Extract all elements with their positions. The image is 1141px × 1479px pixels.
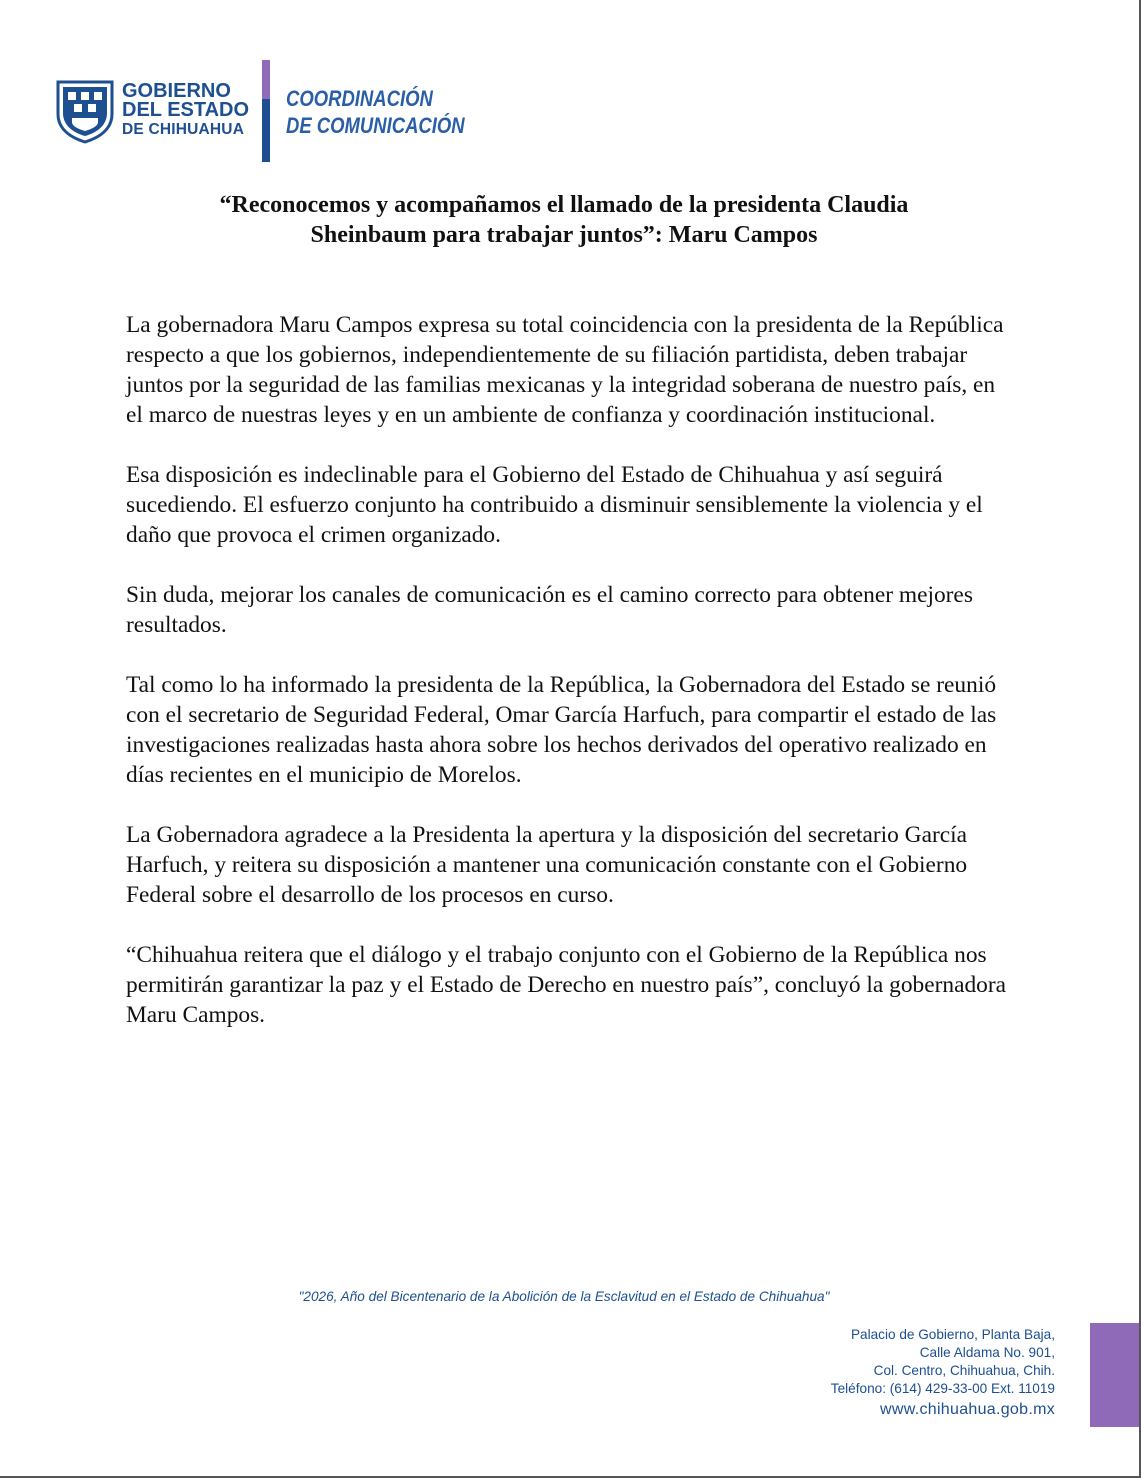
press-release-body <box>126 310 1016 1060</box>
header-logo <box>52 58 472 164</box>
footer-slogan: "2026, Año del Bicentenario de la Abolición de la Esclavitud en el Estado de Chihuahua" <box>298 1289 830 1304</box>
paragraph: La Gobernadora agradece a la Presidenta la apertura y la disposición del secretario García Harfuch, y reitera su disposición a mantener una comunicación constante con el Gobierno Federal sobre el desarrollo de los procesos en curso. <box>126 822 968 908</box>
title-line-1: “Reconocemos y acompañamos el llamado de la presidenta Claudia <box>219 192 909 218</box>
press-release-title <box>100 190 1028 250</box>
paragraph: Tal como lo ha informado la presidenta de la República, la Gobernadora del Estado se reunió con el secretario de Seguridad Federal, Omar García Harfuch, para compartir el estado de las investigaciones realizadas hasta ahora sobre los hechos derivados del operativo realizado en días recientes en el municipio de Morelos. <box>126 672 997 788</box>
footer-address <box>831 1326 1055 1419</box>
paragraph: “Chihuahua reitera que el diálogo y el trabajo conjunto con el Gobierno de la República nos permitirán garantizar la paz y el Estado de Derecho en nuestro país”, concluyó la gobernadora Maru Campos. <box>126 942 1007 1028</box>
title-line-2: Sheinbaum para trabajar juntos”: Maru Campos <box>310 222 818 248</box>
address-line: Col. Centro, Chihuahua, Chih. <box>873 1363 1055 1378</box>
paragraph: Esa disposición es indeclinable para el Gobierno del Estado de Chihuahua y así seguirá sucediendo. El esfuerzo conjunto ha contribuido a disminuir sensiblemente la violencia y el daño que provoca el crimen organizado. <box>126 462 983 548</box>
government-name <box>122 82 249 139</box>
department-name <box>286 85 465 139</box>
paragraph: Sin duda, mejorar los canales de comunicación es el camino correcto para obtener mejores resultados. <box>126 582 973 638</box>
phone-line: Teléfono: (614) 429-33-00 Ext. 11019 <box>830 1381 1055 1396</box>
state-seal-icon <box>54 78 116 144</box>
website-link[interactable]: www.chihuahua.gob.mx <box>880 1401 1055 1418</box>
gov-name-line-2: DEL ESTADO <box>122 99 250 121</box>
gov-name-line-1: GOBIERNO <box>122 80 231 102</box>
paragraph: La gobernadora Maru Campos expresa su total coincidencia con la presidenta de la República respecto a que los gobiernos, independientemente de su filiación partidista, deben trabajar juntos por la seguridad de las familias mexicanas y la integridad soberana de nuestro país, en el marco de nuestras leyes y en un ambiente de confianza y coordinación institucional. <box>126 312 1004 428</box>
gov-name-line-3: DE CHIHUAHUA <box>122 121 245 138</box>
address-line: Calle Aldama No. 901, <box>919 1345 1055 1360</box>
decorative-side-tab <box>1090 1323 1139 1427</box>
dept-name-line-1: COORDINACIÓN <box>286 86 433 111</box>
address-line: Palacio de Gobierno, Planta Baja, <box>850 1327 1055 1342</box>
logo-divider <box>262 60 270 162</box>
dept-name-line-2: DE COMUNICACIÓN <box>286 113 465 138</box>
